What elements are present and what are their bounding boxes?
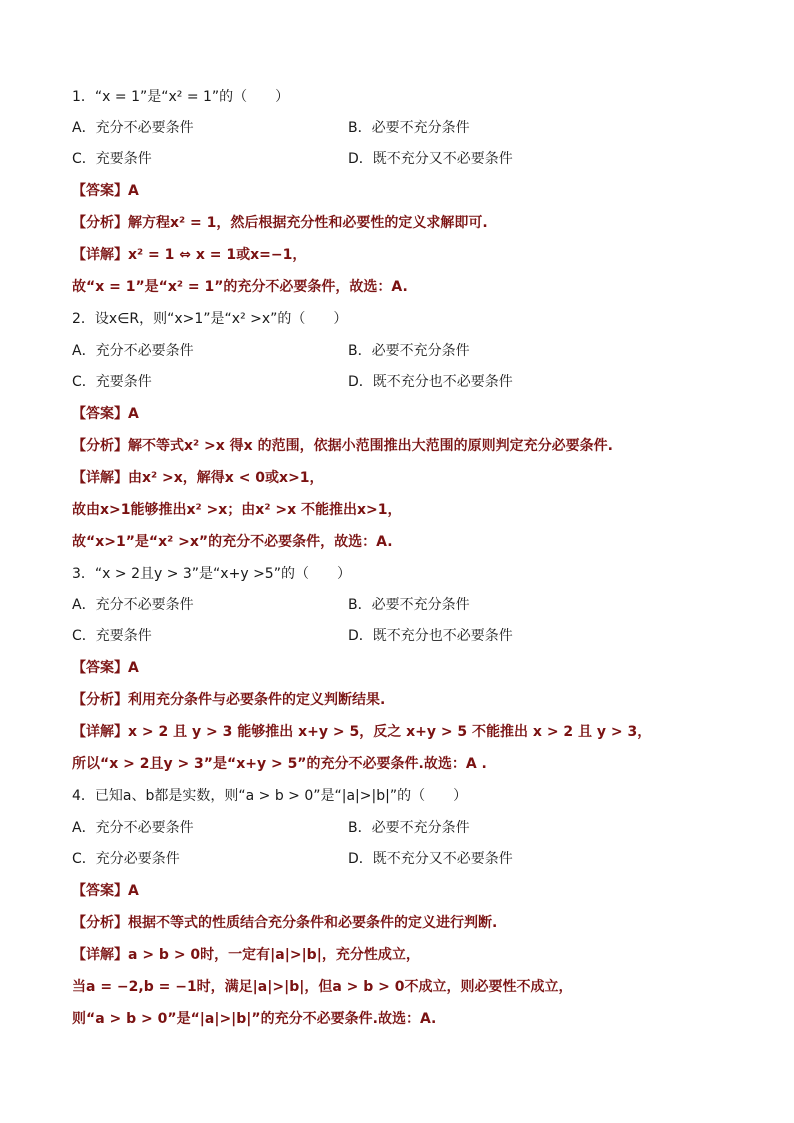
question-2-analysis: 【分析】解不等式x² >x 得x 的范围，依据小范围推出大范围的原则判定充分必要条件. bbox=[72, 438, 613, 454]
question-4-detail-line-3: 则“a > b > 0”是“|a|>|b|”的充分不必要条件.故选：A. bbox=[72, 1011, 437, 1027]
question-4-option-c: C．充分必要条件 bbox=[72, 851, 180, 867]
question-4-option-b: B．必要不充分条件 bbox=[348, 820, 470, 836]
question-3-stem: 3．“x > 2且y > 3”是“x+y >5”的（ ） bbox=[72, 566, 351, 582]
question-1-option-d: D．既不充分又不必要条件 bbox=[348, 151, 513, 167]
question-1-stem: 1．“x = 1”是“x² = 1”的（ ） bbox=[72, 89, 290, 105]
question-3-option-c: C．充要条件 bbox=[72, 628, 152, 644]
question-4-analysis: 【分析】根据不等式的性质结合充分条件和必要条件的定义进行判断. bbox=[72, 915, 498, 931]
question-2-option-a: A．充分不必要条件 bbox=[72, 343, 194, 359]
question-2-option-c: C．充要条件 bbox=[72, 374, 152, 390]
question-2-detail-line-1: 【详解】由x² >x，解得x < 0或x>1， bbox=[72, 470, 324, 486]
question-2-detail-line-2: 故由x>1能够推出x² >x；由x² >x 不能推出x>1， bbox=[72, 502, 402, 518]
question-3-option-b: B．必要不充分条件 bbox=[348, 597, 470, 613]
question-4-option-d: D．既不充分又不必要条件 bbox=[348, 851, 513, 867]
question-2-detail-line-3: 故“x>1”是“x² >x”的充分不必要条件，故选：A. bbox=[72, 534, 393, 550]
question-2-option-b: B．必要不充分条件 bbox=[348, 343, 470, 359]
question-1-detail-line-1: 【详解】x² = 1 ⇔ x = 1或x=−1， bbox=[72, 247, 307, 263]
question-3-detail-line-2: 所以“x > 2且y > 3”是“x+y > 5”的充分不必要条件.故选：A . bbox=[72, 756, 487, 772]
question-1-option-c: C．充要条件 bbox=[72, 151, 152, 167]
question-3-detail-line-1: 【详解】x > 2 且 y > 3 能够推出 x+y > 5，反之 x+y > 5 不能推出 x > 2 且 y > 3， bbox=[72, 724, 652, 740]
question-3-analysis: 【分析】利用充分条件与必要条件的定义判断结果. bbox=[72, 692, 386, 708]
question-2-option-d: D．既不充分也不必要条件 bbox=[348, 374, 513, 390]
question-2-answer: 【答案】A bbox=[72, 406, 139, 422]
question-3-option-d: D．既不充分也不必要条件 bbox=[348, 628, 513, 644]
question-3-answer: 【答案】A bbox=[72, 660, 139, 676]
question-4-stem: 4．已知a、b都是实数，则“a > b > 0”是“|a|>|b|”的（ ） bbox=[72, 788, 468, 804]
question-1-option-a: A．充分不必要条件 bbox=[72, 120, 194, 136]
question-1-analysis: 【分析】解方程x² = 1，然后根据充分性和必要性的定义求解即可. bbox=[72, 215, 488, 231]
question-1-option-b: B．必要不充分条件 bbox=[348, 120, 470, 136]
question-2-stem: 2．设x∈R，则“x>1”是“x² >x”的（ ） bbox=[72, 311, 348, 327]
question-3-option-a: A．充分不必要条件 bbox=[72, 597, 194, 613]
question-1-detail-line-2: 故“x = 1”是“x² = 1”的充分不必要条件，故选：A. bbox=[72, 279, 408, 295]
question-4-detail-line-2: 当a = −2,b = −1时，满足|a|>|b|，但a > b > 0不成立，则必要性不成立， bbox=[72, 979, 573, 995]
question-4-answer: 【答案】A bbox=[72, 883, 139, 899]
question-1-answer: 【答案】A bbox=[72, 183, 139, 199]
question-4-detail-line-1: 【详解】a > b > 0时，一定有|a|>|b|，充分性成立， bbox=[72, 947, 420, 963]
question-4-option-a: A．充分不必要条件 bbox=[72, 820, 194, 836]
